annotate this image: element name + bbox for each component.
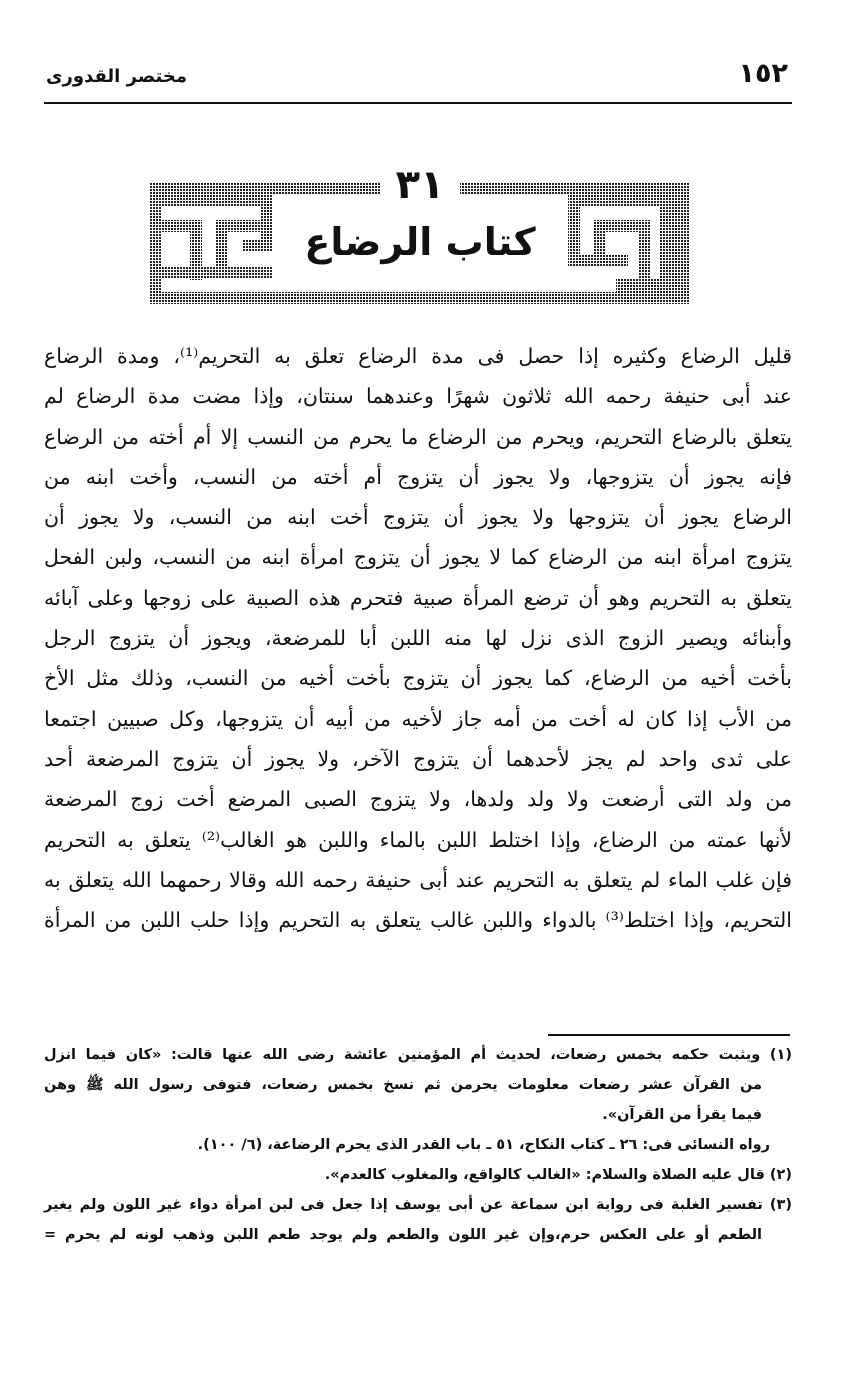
text-line: على ثدى واحد لم يجز لأحدهما أن يتزوج الآخر، ولا يجوز أن يتزوج المرضعة أحد bbox=[44, 746, 792, 771]
text-line: عند أبى حنيفة رحمه الله ثلاثون شهرًا وعندهما سنتان، وإذا مضت مدة الرضاع لم bbox=[44, 384, 792, 409]
text-line: يتعلق بالرضاع التحريم، ويحرم من الرضاع ما يحرم من النسب إلا أم أخته من الرضاع bbox=[44, 424, 792, 449]
page-number: ١٥٢ bbox=[738, 58, 788, 89]
text-line: الرضاع يجوز أن يتزوجها ولا يجوز أن يتزوج أخت ابنه من النسب، ولا يجوز أن bbox=[44, 505, 792, 530]
chapter-banner bbox=[150, 162, 690, 304]
text-line: وأبنائه ويصير الزوج الذى نزل لها منه اللبن أبا للمرضعة، ويجوز أن يتزوج الرجل bbox=[44, 626, 792, 651]
footnote-1-line: فيما يقرأ من القرآن». bbox=[602, 1107, 762, 1123]
text-line: بأخت أخيه من الرضاع، كما يجوز أن يتزوج بأخت أخيه من النسب، وذلك مثل الأخ bbox=[44, 666, 792, 691]
text-line: قليل الرضاع وكثيره إذا حصل فى مدة الرضاع تعلق به التحريم⁽¹⁾، ومدة الرضاع bbox=[44, 344, 792, 368]
text-line: فإن غلب الماء لم يتعلق به التحريم عند أبى حنيفة رحمه الله وقالا رحمهما الله يتعلق به bbox=[44, 867, 792, 892]
footnote-1-line: من القرآن عشر رضعات معلومات يحرمن ثم نسخ بخمس رضعات، فتوفى رسول الله ﷺ وهن bbox=[44, 1077, 762, 1093]
footnote-2: (٢) قال عليه الصلاة والسلام: «الغالب كالواقع، والمغلوب كالعدم». bbox=[324, 1167, 792, 1183]
chapter-title: كتاب الرضاع bbox=[304, 220, 536, 264]
text-line: التحريم، وإذا اختلط⁽³⁾ بالدواء واللبن غالب يتعلق به التحريم وإذا حلب اللبن من المرأة bbox=[44, 908, 792, 933]
page-header bbox=[44, 56, 792, 104]
text-line: من ولد التى أرضعت ولا ولد ولدها، ولا يتزوج الصبى المرضع أخت زوج المرضعة bbox=[44, 787, 792, 812]
footnote-1-line: (١) ويثبت حكمه بخمس رضعات، لحديث أم المؤمنين عائشة رضى الله عنها قالت: «كان فيما انزل bbox=[44, 1047, 792, 1063]
footnote-3-line: الطعم أو على العكس حرم،وإن غير اللون والطعم ولم يوجد طعم اللبن وذهب لونه لم يحرم = bbox=[44, 1227, 762, 1243]
text-line: يتزوج امرأة ابنه من الرضاع كما لا يجوز أن يتزوج امرأة ابنه من النسب، ولبن الفحل bbox=[44, 545, 792, 570]
footnote-1-source: رواه النسائى فى: ٢٦ ـ كتاب النكاح، ٥١ ـ باب القدر الذى يحرم الرضاعة، (٦/ ١٠٠). bbox=[197, 1137, 770, 1153]
footnotes bbox=[44, 1040, 792, 1250]
footnote-3-line: (٣) تفسير الغلبة فى رواية ابن سماعة عن أبى يوسف إذا جعل فى لبن امرأة دواء غير اللون ولم يغير bbox=[44, 1197, 792, 1213]
text-line: فإنه يجوز أن يتزوجها، ولا يجوز أن يتزوج أم أخته من النسب، وأخت ابنه من bbox=[44, 464, 792, 489]
text-line: من الأب إذا كان له أخت من أمه جاز لأخيه من أبيه أن يتزوجها، وكل صبيين اجتمعا bbox=[44, 706, 792, 731]
text-line: يتعلق به التحريم وهو أن ترضع المرأة صبية فتحرم هذه الصبية على زوجها وعلى آبائه bbox=[44, 585, 792, 610]
running-title: مختصر القدورى bbox=[46, 66, 187, 87]
footnote-separator bbox=[548, 1034, 790, 1036]
text-line: لأنها عمته من الرضاع، وإذا اختلط اللبن بالماء واللبن هو الغالب⁽²⁾ يتعلق به التحريم bbox=[44, 827, 792, 852]
chapter-number: ٣١ bbox=[395, 162, 445, 208]
main-text bbox=[44, 336, 792, 940]
